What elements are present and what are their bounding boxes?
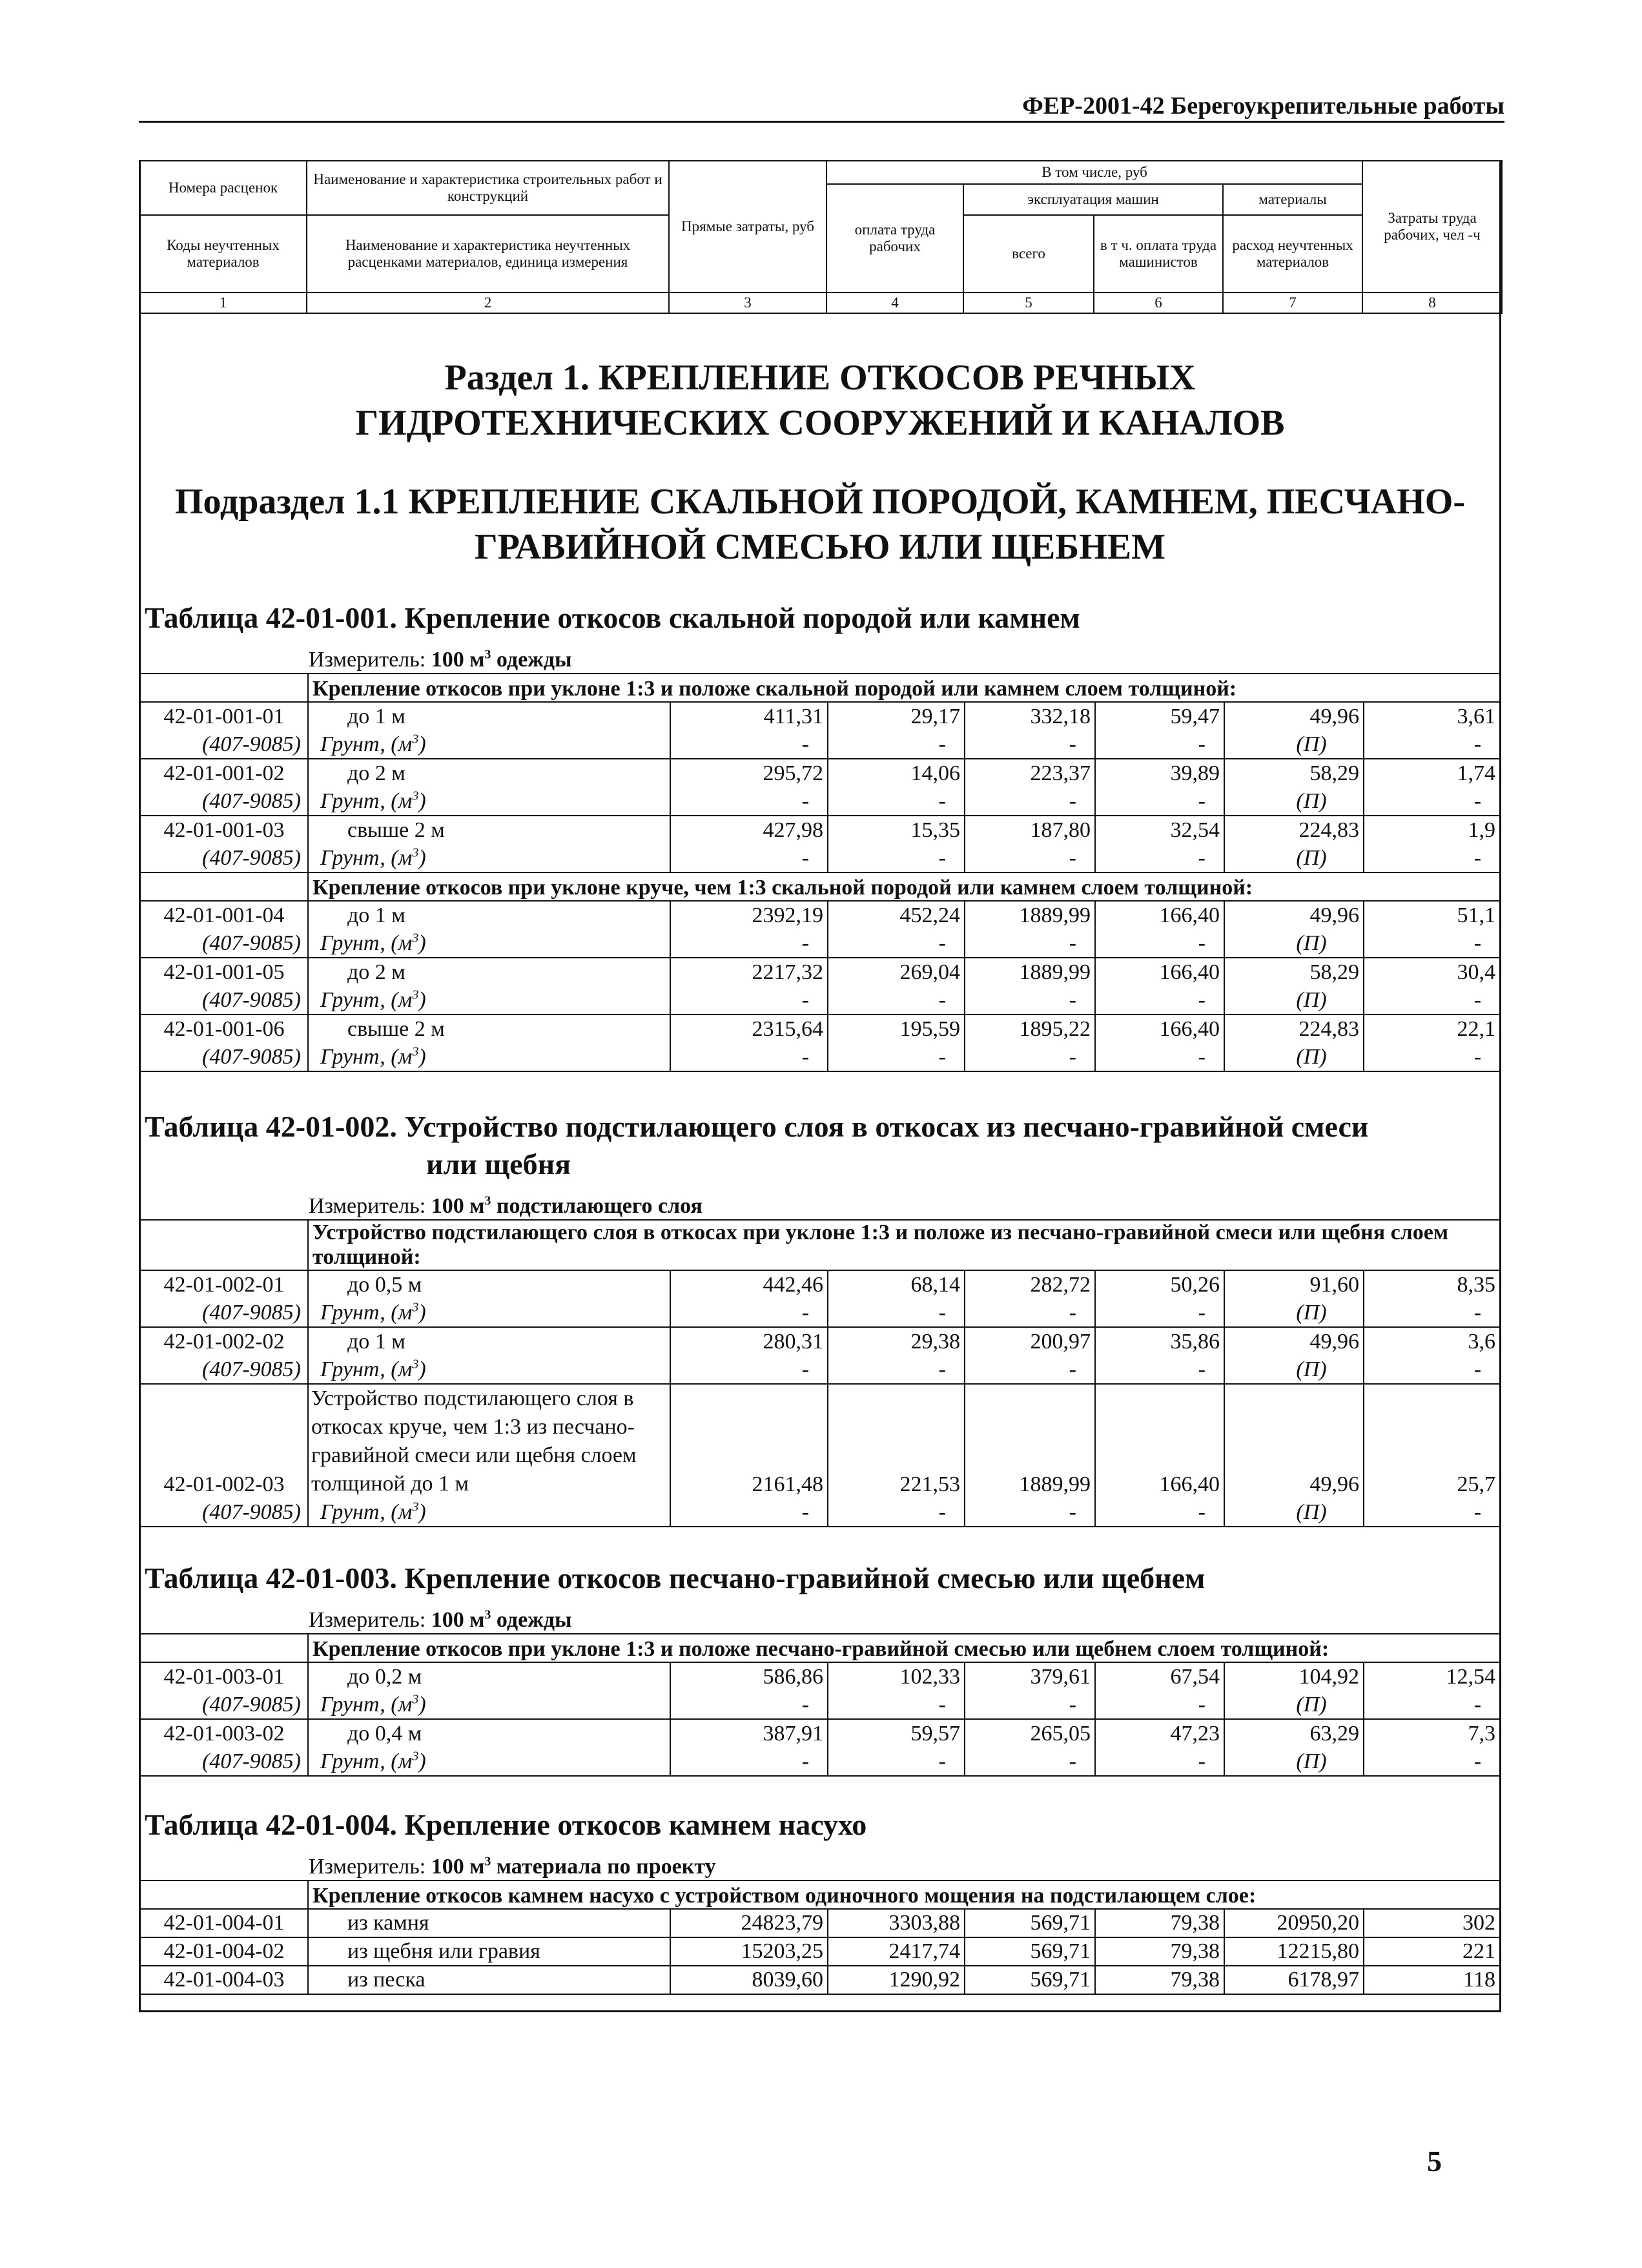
col-num: 1 (139, 293, 307, 313)
empty-value: - (670, 1498, 828, 1527)
rate-value: 91,60 (1224, 1270, 1364, 1299)
rate-value: 104,92 (1224, 1662, 1364, 1691)
subsection-title: Подраздел 1.1 КРЕПЛЕНИЕ СКАЛЬНОЙ ПОРОДОЙ, КАМНЕМ, ПЕСЧАНО-ГРАВИЙНОЙ СМЕСЬЮ ИЛИ ЩЕБНЕМ (174, 482, 1466, 568)
rate-name: до 1 м (308, 1327, 670, 1356)
rate-value: 295,72 (670, 759, 828, 787)
rate-value: 187,80 (965, 816, 1095, 844)
empty-value: - (965, 730, 1095, 759)
rate-value: 47,23 (1095, 1719, 1224, 1747)
rate-value: 221 (1364, 1937, 1499, 1966)
table-detail-row (141, 844, 1499, 872)
col-num: 5 (963, 293, 1094, 313)
empty-value: - (828, 1299, 965, 1327)
table-row (141, 1937, 1499, 1966)
rate-name: из песка (308, 1966, 670, 1994)
rate-value: 59,47 (1095, 702, 1224, 730)
empty-value: - (828, 1691, 965, 1719)
table-detail-row (141, 1043, 1499, 1071)
measure-label: Измеритель: (309, 1194, 426, 1219)
rate-value: 223,37 (965, 759, 1095, 787)
rate-value: 221,53 (828, 1384, 965, 1498)
rate-code: 42-01-003-02 (141, 1719, 308, 1747)
measure-value: 100 $м^3$ одежды (431, 1608, 572, 1633)
rate-value: 32,54 (1095, 816, 1224, 844)
col-num: 6 (1094, 293, 1223, 313)
rate-value: 29,38 (828, 1327, 965, 1356)
empty-value: - (828, 929, 965, 958)
material-code: (407-9085) (141, 1299, 308, 1327)
rate-name: Устройство подстилающего слоя в откосах круче, чем 1:3 из песчано-гравийной смеси или щебня слоем толщиной до 1 м (308, 1384, 670, 1498)
running-header: ФЕР-2001-42 Берегоукрепительные работы (139, 89, 1504, 123)
col-naim2: Наименование и характеристика неучтенных расценками материалов, единица измерения (307, 215, 669, 293)
rate-value: 379,61 (965, 1662, 1095, 1691)
table-detail-row (141, 1747, 1499, 1776)
table-title: Таблица 42-01-002. Устройство подстилающего слоя в откосах из песчано-гравийной смеси или щебня (145, 1110, 1369, 1181)
material-code: (407-9085) (141, 844, 308, 872)
empty-value: - (1095, 1691, 1224, 1719)
empty-value: - (965, 1043, 1095, 1071)
rate-value: 67,54 (1095, 1662, 1224, 1691)
rate-value: 569,71 (965, 1909, 1095, 1937)
rate-code: 42-01-002-01 (141, 1270, 308, 1299)
table-row (141, 816, 1499, 844)
rate-value: 49,96 (1224, 702, 1364, 730)
material-code: (407-9085) (141, 1691, 308, 1719)
rate-code: 42-01-001-01 (141, 702, 308, 730)
rate-code: 42-01-002-02 (141, 1327, 308, 1356)
empty-value: - (670, 1299, 828, 1327)
column-header-table (139, 160, 1503, 314)
table-group-header (141, 674, 1499, 702)
empty-value: - (828, 986, 965, 1015)
rate-value: 12215,80 (1224, 1937, 1364, 1966)
rate-name: свыше 2 м (308, 1015, 670, 1043)
rate-code: 42-01-001-06 (141, 1015, 308, 1043)
col-rashod: расход неучтенных материалов (1223, 215, 1362, 293)
material-code: (407-9085) (141, 1498, 308, 1527)
rate-code: 42-01-002-03 (141, 1384, 308, 1498)
rate-value: 12,54 (1364, 1662, 1499, 1691)
col-nomera: Номера расценок (139, 161, 307, 215)
rate-value: 2217,32 (670, 958, 828, 986)
rate-value: 586,86 (670, 1662, 828, 1691)
empty-value: - (1364, 1043, 1499, 1071)
rate-value: 1290,92 (828, 1966, 965, 1994)
table-detail-row (141, 1299, 1499, 1327)
rates-table (141, 673, 1499, 1072)
rate-name: до 1 м (308, 901, 670, 929)
table-group-header (141, 1881, 1499, 1909)
empty-value: - (670, 1043, 828, 1071)
rate-value: 224,83 (1224, 816, 1364, 844)
rate-value: 452,24 (828, 901, 965, 929)
rate-code: 42-01-001-03 (141, 816, 308, 844)
empty-value: - (670, 986, 828, 1015)
measure-label: Измеритель: (309, 648, 426, 672)
empty-value: - (828, 844, 965, 872)
rate-value: 302 (1364, 1909, 1499, 1937)
empty-value: - (670, 1356, 828, 1384)
empty-value: - (1095, 1299, 1224, 1327)
col-materialy: материалы (1223, 184, 1362, 215)
empty-value: - (828, 730, 965, 759)
table-detail-row (141, 1498, 1499, 1527)
rate-name: до 1 м (308, 702, 670, 730)
group-title: Крепление откосов при уклоне 1:3 и положе песчано-гравийной смесью или щебнем слоем толщиной: (308, 1634, 1499, 1662)
rate-value: 59,57 (828, 1719, 965, 1747)
material-consumption: (П) (1224, 1498, 1364, 1527)
table-row (141, 1015, 1499, 1043)
rate-value: 224,83 (1224, 1015, 1364, 1043)
rate-value: 15,35 (828, 816, 965, 844)
table-row (141, 901, 1499, 929)
table-detail-row (141, 1356, 1499, 1384)
rates-table (141, 1219, 1499, 1527)
table-row (141, 1270, 1499, 1299)
rate-name: до 0,2 м (308, 1662, 670, 1691)
page-number: 5 (1427, 2145, 1442, 2178)
rate-value: 282,72 (965, 1270, 1095, 1299)
rate-value: 58,29 (1224, 958, 1364, 986)
empty-value: - (1095, 1043, 1224, 1071)
rate-value: 49,96 (1224, 1327, 1364, 1356)
rate-name: до 0,4 м (308, 1719, 670, 1747)
table-title: Таблица 42-01-001. Крепление откосов скальной породой или камнем (145, 601, 1080, 635)
material-name: Грунт, $(м^3)$ (308, 787, 670, 816)
material-name: Грунт, $(м^3)$ (308, 730, 670, 759)
section-title: Раздел 1. КРЕПЛЕНИЕ ОТКОСОВ РЕЧНЫХ ГИДРОТЕХНИЧЕСКИХ СООРУЖЕНИЙ И КАНАЛОВ (355, 358, 1285, 444)
rate-value: 387,91 (670, 1719, 828, 1747)
measure-line (309, 647, 1499, 673)
empty-value: - (1364, 929, 1499, 958)
group-code-cell (141, 674, 308, 702)
col-kody: Коды неучтенных материалов (139, 215, 307, 293)
table-row (141, 1719, 1499, 1747)
rate-value: 118 (1364, 1966, 1499, 1994)
rate-value: 79,38 (1095, 1966, 1224, 1994)
rate-name: до 2 м (308, 759, 670, 787)
rate-value: 3,61 (1364, 702, 1499, 730)
rates-table (141, 1880, 1499, 1995)
rates-table (141, 1633, 1499, 1777)
empty-value: - (828, 1356, 965, 1384)
rate-value: 1,9 (1364, 816, 1499, 844)
material-name: Грунт, $(м^3)$ (308, 986, 670, 1015)
col-ekspl: эксплуатация машин (963, 184, 1223, 215)
empty-value: - (1095, 787, 1224, 816)
measure-line (309, 1193, 1499, 1219)
col-vtch: в т ч. оплата труда машинистов (1094, 215, 1223, 293)
empty-value: - (1095, 929, 1224, 958)
group-title: Устройство подстилающего слоя в откосах при уклоне 1:3 и положе из песчано-гравийной смеси или щебня слоем толщиной: (308, 1220, 1499, 1270)
rate-value: 265,05 (965, 1719, 1095, 1747)
measure-line (309, 1854, 1499, 1880)
table-row (141, 759, 1499, 787)
material-code: (407-9085) (141, 986, 308, 1015)
table-detail-row (141, 1691, 1499, 1719)
rate-value: 166,40 (1095, 1384, 1224, 1498)
rate-code: 42-01-004-03 (141, 1966, 308, 1994)
group-code-cell (141, 1634, 308, 1662)
group-title: Крепление откосов камнем насухо с устройством одиночного мощения на подстилающем слое: (308, 1881, 1499, 1909)
table-detail-row (141, 929, 1499, 958)
material-name: Грунт, $(м^3)$ (308, 1356, 670, 1384)
empty-value: - (1364, 986, 1499, 1015)
rate-value: 3,6 (1364, 1327, 1499, 1356)
material-name: Грунт, $(м^3)$ (308, 1299, 670, 1327)
material-code: (407-9085) (141, 730, 308, 759)
rate-value: 20950,20 (1224, 1909, 1364, 1937)
rate-name: из камня (308, 1909, 670, 1937)
empty-value: - (1364, 787, 1499, 816)
rate-value: 35,86 (1095, 1327, 1224, 1356)
col-pryamye: Прямые затраты, руб (669, 161, 826, 293)
col-vtomchisle: В том числе, руб (826, 161, 1362, 184)
empty-value: - (965, 986, 1095, 1015)
rates-frame (139, 160, 1501, 2012)
rate-value: 63,29 (1224, 1719, 1364, 1747)
measure-value: 100 $м^3$ подстилающего слоя (431, 1194, 703, 1219)
material-name: Грунт, $(м^3)$ (308, 1498, 670, 1527)
material-consumption: (П) (1224, 929, 1364, 958)
rate-code: 42-01-004-01 (141, 1909, 308, 1937)
rate-value: 2417,74 (828, 1937, 965, 1966)
rate-name: свыше 2 м (308, 816, 670, 844)
empty-value: - (828, 1498, 965, 1527)
rate-value: 79,38 (1095, 1937, 1224, 1966)
material-name: Грунт, $(м^3)$ (308, 1043, 670, 1071)
rate-value: 1895,22 (965, 1015, 1095, 1043)
rate-value: 269,04 (828, 958, 965, 986)
rate-code: 42-01-001-05 (141, 958, 308, 986)
rate-value: 427,98 (670, 816, 828, 844)
empty-value: - (670, 730, 828, 759)
table-row (141, 1966, 1499, 1994)
empty-value: - (1095, 1356, 1224, 1384)
material-name: Грунт, $(м^3)$ (308, 929, 670, 958)
empty-value: - (1364, 730, 1499, 759)
rate-code: 42-01-004-02 (141, 1937, 308, 1966)
rate-value: 195,59 (828, 1015, 965, 1043)
rate-value: 166,40 (1095, 1015, 1224, 1043)
col-num: 2 (307, 293, 669, 313)
group-title: Крепление откосов при уклоне круче, чем 1:3 скальной породой или камнем слоем толщиной: (308, 872, 1499, 901)
table-detail-row (141, 986, 1499, 1015)
rate-code: 42-01-003-01 (141, 1662, 308, 1691)
col-zatraty: Затраты труда рабочих, чел -ч (1362, 161, 1502, 293)
empty-value: - (670, 1691, 828, 1719)
empty-value: - (965, 1299, 1095, 1327)
group-code-cell (141, 1220, 308, 1270)
rate-value: 29,17 (828, 702, 965, 730)
rate-value: 7,3 (1364, 1719, 1499, 1747)
table-group-header (141, 872, 1499, 901)
table-row (141, 958, 1499, 986)
empty-value: - (1364, 1356, 1499, 1384)
measure-value: 100 $м^3$ одежды (431, 648, 572, 672)
material-consumption: (П) (1224, 787, 1364, 816)
empty-value: - (1095, 844, 1224, 872)
measure-label: Измеритель: (309, 1855, 426, 1879)
empty-value: - (965, 1498, 1095, 1527)
material-consumption: (П) (1224, 1043, 1364, 1071)
material-code: (407-9085) (141, 1356, 308, 1384)
material-code: (407-9085) (141, 787, 308, 816)
empty-value: - (965, 1747, 1095, 1776)
rate-name: из щебня или гравия (308, 1937, 670, 1966)
material-consumption: (П) (1224, 844, 1364, 872)
empty-value: - (828, 1747, 965, 1776)
material-consumption: (П) (1224, 1691, 1364, 1719)
rate-value: 1,74 (1364, 759, 1499, 787)
rate-name: до 2 м (308, 958, 670, 986)
material-code: (407-9085) (141, 929, 308, 958)
rate-value: 39,89 (1095, 759, 1224, 787)
rate-value: 166,40 (1095, 958, 1224, 986)
col-oplata: оплата труда рабочих (826, 184, 963, 293)
rate-value: 1889,99 (965, 958, 1095, 986)
empty-value: - (1095, 1747, 1224, 1776)
table-title: Таблица 42-01-004. Крепление откосов камнем насухо (145, 1808, 867, 1842)
empty-value: - (1095, 1498, 1224, 1527)
rate-value: 411,31 (670, 702, 828, 730)
rate-value: 30,4 (1364, 958, 1499, 986)
rate-value: 8,35 (1364, 1270, 1499, 1299)
col-num: 4 (826, 293, 963, 313)
rate-value: 2392,19 (670, 901, 828, 929)
rate-value: 3303,88 (828, 1909, 965, 1937)
rate-value: 68,14 (828, 1270, 965, 1299)
table-row (141, 1327, 1499, 1356)
rate-value: 50,26 (1095, 1270, 1224, 1299)
table-row (141, 1909, 1499, 1937)
rate-value: 15203,25 (670, 1937, 828, 1966)
rate-value: 22,1 (1364, 1015, 1499, 1043)
empty-value: - (670, 929, 828, 958)
col-num: 7 (1223, 293, 1362, 313)
rate-code: 42-01-001-02 (141, 759, 308, 787)
rate-value: 6178,97 (1224, 1966, 1364, 1994)
empty-value: - (965, 929, 1095, 958)
empty-value: - (1095, 730, 1224, 759)
empty-value: - (965, 1691, 1095, 1719)
rate-value: 8039,60 (670, 1966, 828, 1994)
rate-value: 569,71 (965, 1937, 1095, 1966)
material-consumption: (П) (1224, 986, 1364, 1015)
rate-value: 1889,99 (965, 901, 1095, 929)
material-consumption: (П) (1224, 1299, 1364, 1327)
col-naim: Наименование и характеристика строительных работ и конструкций (307, 161, 669, 215)
empty-value: - (1364, 1498, 1499, 1527)
material-consumption: (П) (1224, 1356, 1364, 1384)
table-row (141, 1384, 1499, 1498)
material-code: (407-9085) (141, 1043, 308, 1071)
empty-value: - (1364, 844, 1499, 872)
empty-value: - (670, 787, 828, 816)
empty-value: - (1364, 1299, 1499, 1327)
table-detail-row (141, 787, 1499, 816)
group-title: Крепление откосов при уклоне 1:3 и положе скальной породой или камнем слоем толщиной: (308, 674, 1499, 702)
material-consumption: (П) (1224, 1747, 1364, 1776)
rate-value: 14,06 (828, 759, 965, 787)
empty-value: - (965, 844, 1095, 872)
measure-label: Измеритель: (309, 1608, 426, 1633)
rate-code: 42-01-001-04 (141, 901, 308, 929)
rate-value: 58,29 (1224, 759, 1364, 787)
measure-value: 100 $м^3$ материала по проекту (431, 1855, 716, 1879)
empty-value: - (828, 787, 965, 816)
material-consumption: (П) (1224, 730, 1364, 759)
material-name: Грунт, $(м^3)$ (308, 1747, 670, 1776)
empty-value: - (828, 1043, 965, 1071)
rate-value: 569,71 (965, 1966, 1095, 1994)
rate-value: 102,33 (828, 1662, 965, 1691)
rate-value: 332,18 (965, 702, 1095, 730)
rate-value: 442,46 (670, 1270, 828, 1299)
table-row (141, 702, 1499, 730)
measure-line (309, 1607, 1499, 1633)
empty-value: - (1364, 1691, 1499, 1719)
table-title: Таблица 42-01-003. Крепление откосов песчано-гравийной смесью или щебнем (145, 1562, 1206, 1595)
rate-value: 49,96 (1224, 1384, 1364, 1498)
empty-value: - (965, 787, 1095, 816)
material-name: Грунт, $(м^3)$ (308, 844, 670, 872)
empty-value: - (1095, 986, 1224, 1015)
table-group-header (141, 1220, 1499, 1270)
group-code-cell (141, 1881, 308, 1909)
col-num: 3 (669, 293, 826, 313)
table-detail-row (141, 730, 1499, 759)
material-code: (407-9085) (141, 1747, 308, 1776)
empty-value: - (965, 1356, 1095, 1384)
table-row (141, 1662, 1499, 1691)
rate-name: до 0,5 м (308, 1270, 670, 1299)
empty-value: - (1364, 1747, 1499, 1776)
rate-value: 51,1 (1364, 901, 1499, 929)
rate-value: 79,38 (1095, 1909, 1224, 1937)
rate-value: 2161,48 (670, 1384, 828, 1498)
rate-value: 166,40 (1095, 901, 1224, 929)
empty-value: - (670, 1747, 828, 1776)
table-group-header (141, 1634, 1499, 1662)
rate-value: 1889,99 (965, 1384, 1095, 1498)
column-numbers-row (139, 293, 1502, 313)
material-name: Грунт, $(м^3)$ (308, 1691, 670, 1719)
col-num: 8 (1362, 293, 1502, 313)
rate-value: 280,31 (670, 1327, 828, 1356)
empty-value: - (670, 844, 828, 872)
rate-value: 2315,64 (670, 1015, 828, 1043)
rate-value: 25,7 (1364, 1384, 1499, 1498)
rate-value: 49,96 (1224, 901, 1364, 929)
col-vsego: всего (963, 215, 1094, 293)
rate-value: 24823,79 (670, 1909, 828, 1937)
group-code-cell (141, 872, 308, 901)
rate-value: 200,97 (965, 1327, 1095, 1356)
